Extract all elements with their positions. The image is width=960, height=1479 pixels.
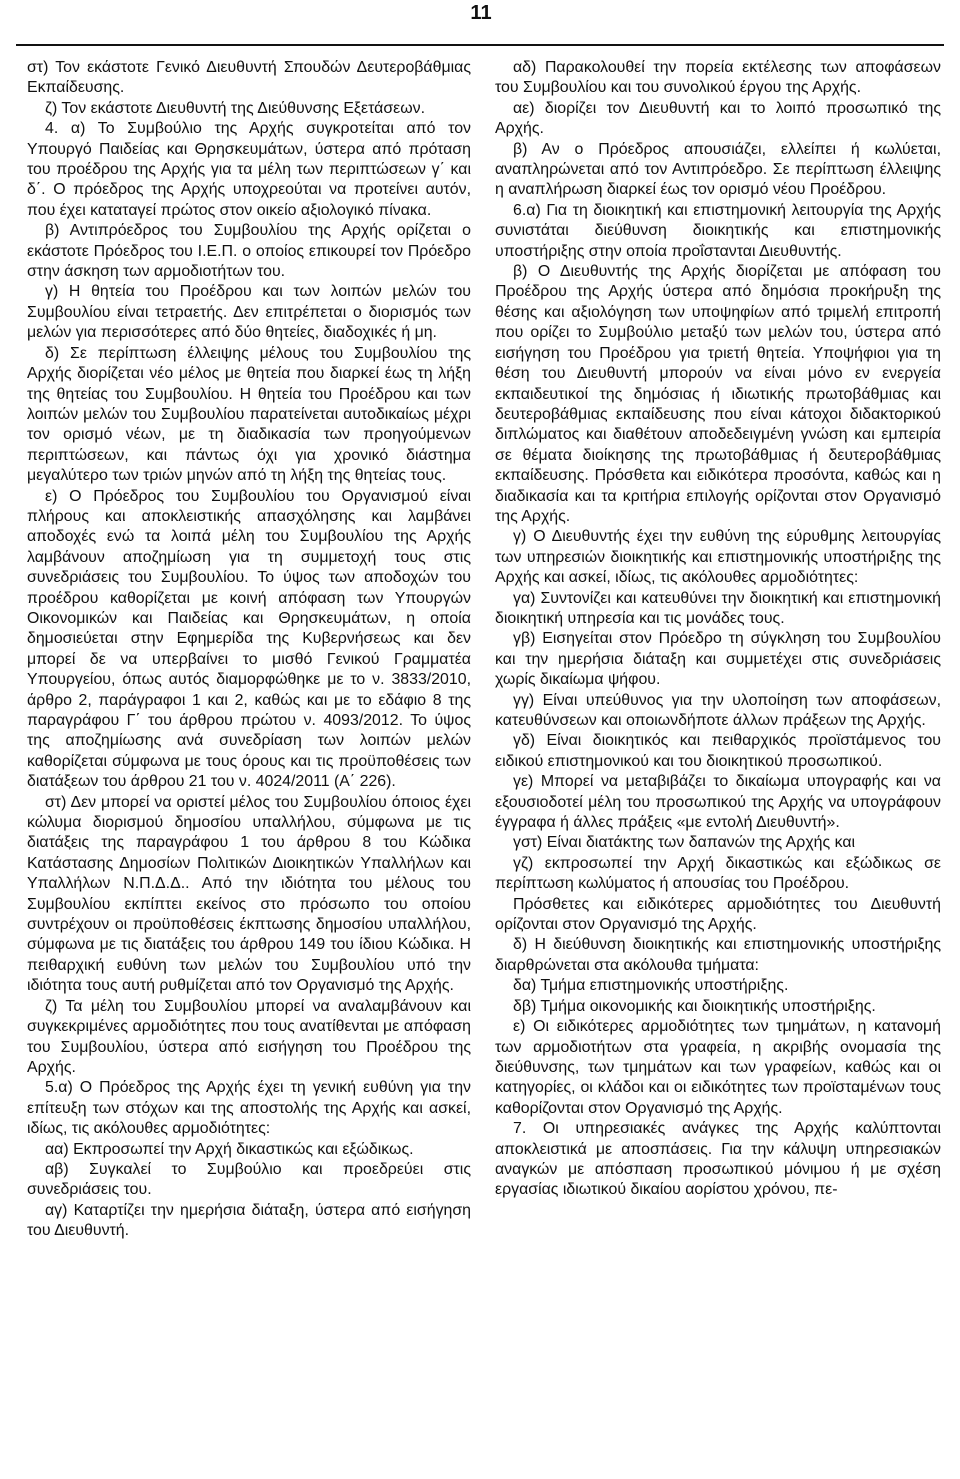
paragraph: 5.α) Ο Πρόεδρος της Αρχής έχει τη γενική ευθύνη για την επίτευξη των στόχων και της αποστολής της Αρχής και ασκεί, ιδίως, τις ακόλουθες αρμοδιότητες: [27,1079,471,1138]
paragraph: αα) Εκπροσωπεί την Αρχή δικαστικώς και εξώδικως. [45,1140,414,1158]
paragraph: 4. α) Το Συμβούλιο της Αρχής συγκροτείται από τον Υπουργό Παιδείας και Θρησκευμάτων, ύστερα από πρόταση του προέδρου της Αρχής για τα μέλη των περιπτώσεων γ΄ και δ΄. Ο πρόεδρος της Αρχής υποχρεούται να προτείνει αυτόν, που έχει καταταγεί πρώτος στον οικείο αξιολογικό πίνακα. [27,120,471,219]
paragraph: στ) Δεν μπορεί να οριστεί μέλος του Συμβουλίου όποιος έχει κώλυμα διορισμού δημοσίου υπαλλήλου, σύμφωνα με τις διατάξεις της παραγράφου 1 του άρθρου 8 του Κώδικα Κατάστασης Δημοσίων Πολιτικών Διοικητικών Υπαλλήλων και Υπαλλήλων Ν.Π.Δ.Δ.. Από την ιδιότητα του μέλους του Συμβουλίου εκπίπτει εκείνος στο πρόσωπο του οποίου συντρέχουν οι προϋποθέσεις έκπτωσης δημοσίου υπαλλήλου, σύμφωνα με τις διατάξεις του άρθρου 149 του ίδιου Κώδικα. Η πειθαρχική ευθύνη των μελών του Συμβουλίου υπό την ιδιότητα τους αυτή ρυθμίζεται από τον Οργανισμό της Αρχής. [27,793,471,995]
paragraph: αγ) Καταρτίζει την ημερήσια διάταξη, ύστερα από εισήγηση του Διευθυντή. [27,1201,471,1240]
paragraph: γ) Η θητεία του Προέδρου και των λοιπών μελών του Συμβουλίου είναι τετραετής. Δεν επιτρέπεται ο διορισμός των μελών για περισσότερες από δύο θητείες, διαδοχικές ή μη. [27,283,471,342]
paragraph: 7. Οι υπηρεσιακές ανάγκες της Αρχής καλύπτονται αποκλειστικά με αποσπάσεις. Για την κάλυψη υπηρεσιακών αναγκών με απόσπαση προσωπικού μόνιμου ή με σχέση εργασίας ιδιωτικού δικαίου αορίστου χρόνου, πε- [495,1120,941,1199]
header-rule [16,44,944,46]
page-number: 11 [470,2,492,24]
paragraph: Πρόσθετες και ειδικότερες αρμοδιότητες του Διευθυντή ορίζονται στον Οργανισμό της Αρχής. [495,895,941,934]
paragraph: γζ) εκπροσωπεί την Αρχή δικαστικώς και εξώδικως σε περίπτωση κωλύματος ή απουσίας του Προέδρου. [495,854,941,893]
paragraph: γδ) Είναι διοικητικός και πειθαρχικός προϊστάμενος του ειδικού επιστημονικού και του διοικητικού προσωπικού. [495,732,941,770]
paragraph: γα) Συντονίζει και κατευθύνει την διοικητική και επιστημονική διοικητική υπηρεσία και τις μονάδες τους. [495,589,941,627]
paragraph: αβ) Συγκαλεί το Συμβούλιο και προεδρεύει στις συνεδριάσεις του. [27,1160,471,1199]
paragraph: 6.α) Για τη διοικητική και επιστημονική λειτουργία της Αρχής συνιστάται διεύθυνση διοικητικής και επιστημονικής υποστήριξης στην οποία προΐστανται Διευθυντής. [495,201,941,260]
paragraph: αε) διορίζει τον Διευθυντή και το λοιπό προσωπικό της Αρχής. [495,99,941,138]
paragraph: γγ) Είναι υπεύθυνος για την υλοποίηση των αποφάσεων, κατευθύνσεων και οποιωνδήποτε άλλων πράξεων της Αρχής. [495,691,941,729]
paragraph: ζ) Τον εκάστοτε Διευθυντή της Διεύθυνσης Εξετάσεων. [45,99,426,117]
paragraph: ε) Ο Πρόεδρος του Συμβουλίου του Οργανισμού είναι πλήρους και αποκλειστικής απασχόλησης και λαμβάνει αποδοχές ενώ τα λοιπά μέλη του Συμβουλίου της Αρχής λαμβάνουν αποζημίωση για τη συμμετοχή τους στις συνεδριάσεις του Συμβουλίου. Το ύψος των αποδοχών του προέδρου καθορίζεται με κοινή απόφαση των Υπουργών Οικονομικών και Παιδείας και Θρησκευμάτων, η οποία δημοσιεύεται στην Εφημερίδα της Κυβερνήσεως και δεν μπορεί δε να υπερβαίνει το μισθό Γενικού Γραμματέα Υπουργείου, όπως αυτός διαμορφώθηκε με το ν. 3833/2010, άρθρο 2, παράγραφοι 1 και 2, καθώς και με το εδάφιο 8 της παραγράφου Γ΄ του άρθρου πρώτου ν. 4093/2012. Το ύψος της αποζημίωσης ανά συνεδρίαση των λοιπών μελών καθορίζεται σύμφωνα με τους όρους και τις προϋποθέσεις των διατάξεων του άρθρου 21 του ν. 4024/2011 (Α΄ 226). [27,487,471,791]
paragraph: γ) Ο Διευθυντής έχει την ευθύνη της εύρυθμης λειτουργίας των υπηρεσιών διοικητικής και επιστημονικής υποστήριξης της Αρχής και ασκεί, ιδίως, τις ακόλουθες αρμοδιότητες: [495,528,941,587]
paragraph: β) Ο Διευθυντής της Αρχής διορίζεται με απόφαση του Προέδρου της Αρχής ύστερα από δημόσια προκήρυξη της θέσης και αξιολόγηση των υποψηφίων από τριμελή επιτροπή που ορίζει το Συμβούλιο μεταξύ των μελών του, ύστερα από εισήγηση του Προέδρου για τριετή θητεία. Υποψήφιοι για τη θέση του Διευθυντή μπορούν να είναι μόνο εν ενεργεία εκπαιδευτικοί της δημόσιας ή ιδιωτικής πρωτοβάθμιας και δευτεροβάθμιας εκπαίδευσης που είναι κάτοχοι διδακτορικού διπλώματος και διαθέτουν αποδεδειγμένη γνώση και εμπειρία σε θέματα διοίκησης της πρωτοβάθμιας ή δευτεροβάθμιας εκπαίδευσης. Πρόσθετα και ειδικότερα προσόντα, καθώς και η διαδικασία και τα κριτήρια επιλογής ορίζονται στον Οργανισμό της Αρχής. [495,263,941,525]
left-column [27,58,471,1242]
paragraph: γε) Μπορεί να μεταβιβάζει το δικαίωμα υπογραφής και να εξουσιοδοτεί μέλη του προσωπικού της Αρχής να υπογράφουν έγγραφα ή άλλες πράξεις «με εντολή Διευθυντή». [495,773,941,832]
paragraph: δβ) Τμήμα οικονομικής και διοικητικής υποστήριξης. [513,997,876,1015]
right-column [495,58,941,1201]
paragraph: β) Αν ο Πρόεδρος απουσιάζει, ελλείπει ή κωλύεται, αναπληρώνεται από τον Αντιπρόεδρο. Σε περίπτωση έλλειψης η αναπλήρωση διαρκεί έως τον ορισμό νέου Προέδρου. [495,140,941,199]
paragraph: αδ) Παρακολουθεί την πορεία εκτέλεσης των αποφάσεων του Συμβουλίου και του συνολικού έργου της Αρχής. [495,59,941,97]
paragraph: δα) Τμήμα επιστημονικής υποστήριξης. [513,977,789,995]
paragraph: γστ) Είναι διατάκτης των δαπανών της Αρχής και [513,834,856,852]
paragraph: γβ) Εισηγείται στον Πρόεδρο τη σύγκληση του Συμβουλίου και την ημερήσια διάταξη και συμμετέχει στις συνεδριάσεις χωρίς δικαίωμα ψήφου. [495,630,941,689]
paragraph: στ) Τον εκάστοτε Γενικό Διευθυντή Σπουδών Δευτεροβάθμιας Εκπαίδευσης. [27,59,471,97]
paragraph: δ) Σε περίπτωση έλλειψης μέλους του Συμβουλίου της Αρχής διορίζεται νέο μέλος με θητεία που διαρκεί έως τη λήξη της θητείας του Συμβουλίου. Η θητεία του Προέδρου και των λοιπών μελών του Συμβουλίου παρατείνεται αυτοδικαίως μέχρι τον ορισμό νέων, με τη διαδικασία των προηγούμενων περιπτώσεων, και πάντως όχι για χρονικό διάστημα μεγαλύτερο των τριών μηνών από τη λήξη της θητείας τους. [27,344,471,485]
paragraph: β) Αντιπρόεδρος του Συμβουλίου της Αρχής ορίζεται ο εκάστοτε Πρόεδρος του Ι.Ε.Π. ο οποίος επικουρεί τον Πρόεδρο στην άσκηση των αρμοδιοτήτων του. [27,222,471,281]
paragraph: δ) Η διεύθυνση διοικητικής και επιστημονικής υποστήριξης διαρθρώνεται στα ακόλουθα τμήματα: [495,936,941,974]
paragraph: ζ) Τα μέλη του Συμβουλίου μπορεί να αναλαμβάνουν και συγκεκριμένες αρμοδιότητες που τους ανατίθενται με απόφαση του Συμβουλίου, ύστερα από εισήγηση του Προέδρου της Αρχής. [27,997,471,1076]
paragraph: ε) Οι ειδικότερες αρμοδιότητες των τμημάτων, η κατανομή των αρμοδιοτήτων στα γραφεία, η ακριβής ονομασία της διεύθυνσης, των τμημάτων και των γραφείων, καθώς και οι κατηγορίες, οι κλάδοι και οι ειδικότητες των προϊσταμένων τους καθορίζονται στον Οργανισμό της Αρχής. [495,1018,941,1117]
